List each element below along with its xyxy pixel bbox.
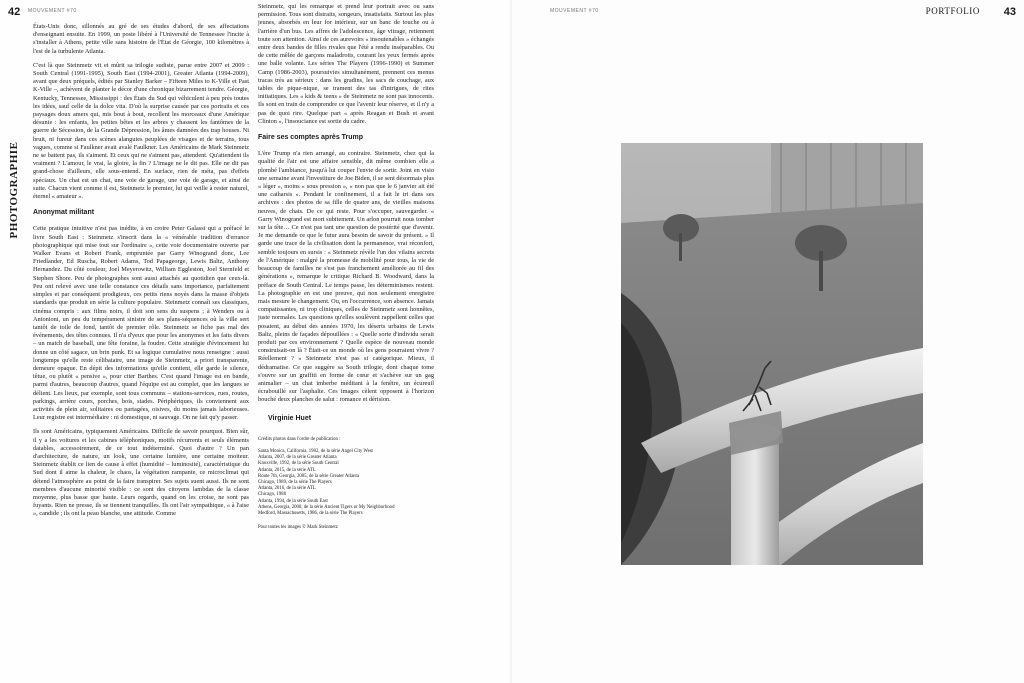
page-number-left: 42 <box>8 6 21 18</box>
magazine-name-left: MOUVEMENT #70 <box>28 8 77 14</box>
subheading: Faire ses comptes après Trump <box>258 134 364 142</box>
page-number-right: 43 <box>1003 6 1016 18</box>
paragraph: Steinmetz, qui les remarque et prend leur portrait avec ou sans permission. Tous sont distraits, songeurs, insatisfaits. Surtout les plus jeunes, absorbés en leur for intérieur, sur un banc de touche ou à l'arrière d'un bus. Les affres de l'adolescence, âge vitrage, retiennent toute son attention. Ainsi de ces aurevoirs « insoutenables » échangés entre deux bandes de filles rivales que l'été a rendu inséparables. Ou de cette mêlée de garçons maladroits, courant les yeux fermés après une balle volante. Les séries The Players (1996-1990) et Summer Camp (1986-2003), poursuivies simultanément, prennent ces menus tracas très au sérieux : dans les gradins, les sacs de couchage, aux tables de pique-nique, se trament des tas d'intrigues, de rites initiatiques. Les « kids & teens » de Steinmetz ne sont pas innocents. Ils sont en train de comprendre ce que l'avenir leur réserve, et il n'y a pas de quoi rire. Quelque part « après Reagan et Bush et avant Clinton », l'insouciance est sortie du cadre. <box>258 3 434 125</box>
credit-line: Chicago, 1988 <box>258 492 286 498</box>
paragraph: Ils sont Américains, typiquement Américains. Difficile de savoir pourquoi. Bien sûr, il y a les voitures et les cabines téléphoniques, motifs récurrents et seuls éléments datables, accessoirement, de ce tout indéterminé. Quoi d'autre ? Un pan d'architecture, de nature, un look, une certaine lumière, une certaine moiteur. Steinmetz établit ce lien de cause à effet (humidité – luminosité), caractéristique du Sud dont il aime la chaleur, le chaos, la végétation rampante, ce microclimat qui détend l'atmosphère au point de la faire transpirer. Ses sujets suent aussi. Ils ne sont membres d'aucune minorité visible : ce sont des citoyens lambdas de la classe moyenne, plus basse que haute. Leurs regards, quand on les croise, ne sont pas fuyants. Rien ne presse, ils se tiennent tranquilles. Ils ont l'air sympathique, « à l'aise », candide ; ils ont la peau blanche, une attitude. Comme <box>33 428 249 518</box>
credit-line: Atlanta, 2007, de la série Greater Atlanta <box>258 455 337 461</box>
section-title-right: PORTFOLIO <box>925 6 980 16</box>
paragraph: États-Unis donc, sillonnés au gré de ses études d'abord, de ses affectations d'enseignant ensuite. En 1999, un poste libéré à l'Université de Tennessee l'incite à s'installer à Athens, petite ville sans histoire de l'État de Géorgie, 100 kilomètres à l'est de la turbulente Atlanta. <box>33 23 249 55</box>
author-signature: Virginie Huet <box>268 414 312 422</box>
credit-line: Medford, Massachusetts, 1986, de la série The Players <box>258 510 363 516</box>
credits-footer: Pour toutes les images © Mark Steinmetz <box>258 525 338 531</box>
photo-praying-mantis <box>621 143 923 565</box>
photo-credits <box>258 437 434 532</box>
credit-line: Atlanta, 2016, de la série ATL <box>258 486 316 492</box>
credit-line: Atlanta, 2015, de la série ATL <box>258 467 316 473</box>
article-column-1 <box>33 23 249 525</box>
credit-line: Chicago, 1989, de la série The Players <box>258 479 332 485</box>
article-column-2 <box>258 3 434 531</box>
paragraph: Cette pratique intuitive n'est pas inédite, à en croire Peter Galassi qui a préfacé le livre South East : Steinmetz s'inscrit dans la « vénérable tradition d'errance photographique qui mise tout sur l'ordinaire », cette voie documentaire ouverte par Walker Evans et Robert Frank, empruntée par Garry Winogrand donc, Lee Friedlander, Ed Ruscha, Robert Adams, Tod Papageorge, Lewis Baltz, Anthony Hernandez. Du côté couleur, Joel Meyerowitz, William Eggleston, Joel Sternfeld et Stephen Shore. Peu de photographes sont aussi attachés au quotidien que ceux-là. Peu ont relevé avec une telle constance ces détails sans importance, parfaitement simples et par conséquent prodigieux, ces petits riens noyés dans la masse d'objets standards que produit en série la culture populaire. Steinmetz connaît ses classiques, cinéma compris : aux films noirs, il doit son sens du suspens ; à Wenders ou à Antonioni, un peu du tempérament sinistre de ses plans-séquences où la ville sert tantôt de toile de fond, tantôt de premier rôle. Steinmetz se fiche pas mal des événements, des têtes connues. Il n'a d'yeux que pour les anonymes et les faits divers – un match de baseball, une fête foraine, la foudre. Cette stratégie d'évincement lui donne un côté sagace, un brin punk. Et sa logique cumulative nous renseigne : aussi longtemps qu'elle reste célibataire, une image de Steinmetz, a priori transparente, demeure opaque. En dépit des informations qu'elle contient, elle garde le silence, têtue, ou plutôt « pensive », pour citer Barthes. C'est quand l'image est en bande, parmi d'autres, beaucoup d'autres, quand l'équipe est au complet, que les langues se délient. Les lieux, par exemple, sont tous communs – stations-services, rues, routes, parkings, arrière cours, porches, bois, stades. Périphériques, ils conviennent aux activités de plein air, solitaires ou partagées, oisives, du moins jamais laborieuses. Leur registre est intermédiaire : ni domestique, ni sauvage. On ne fait qu'y passer. <box>33 225 249 422</box>
section-label-vertical <box>4 135 24 245</box>
photograph <box>621 143 923 565</box>
credit-line: Santa Monica, California, 1982, de la série Angel City West <box>258 448 373 454</box>
paragraph: C'est là que Steinmetz vit et mûrit sa trilogie sudiste, parue entre 2007 et 2009 : South Central (1991-1995), South East (1994-2001), Greater Atlanta (1994-2009), avant que deux préquels, édités par Stanley Barker – Fifteen Miles to K-Ville et Past K-Ville –, achèvent de planter le décor d'une chronique bizarrement tendre. Géorgie, Kentucky, Tennessee, Mississippi : des États du Sud qui véhiculent à peu près toutes les idées, sauf celle de la dolce vita. D'où la surprise causée par ces portraits et ces paysages doux amers qui, mis bout à bout, recollent les morceaux d'une Amérique désunie : les enfants, les petites bêtes et les arbres y chassent les fantômes de la guerre de Sécession, de la Grande Dépression, les âmes damnées des trap houses. Ni bruit, ni fureur dans ces scènes alanguies peuplées de visages et de terrains, tous vagues, comme si Faulkner avait avalé Faulkner. Les Américains de Mark Steinmetz ne se battent pas, ils s'aiment. Et ceux qui ne s'aiment pas, attendent. Qu'attendent ils vraiment ? L'amour, le vrai, la gloire, la fin ? L'image ne le dit pas. Elle ne dit pas grand-chose d'ailleurs, elle sous-entend. En surface, rien de méta, pas d'effets spéciaux. Un chat est un chat, une voie de garage, une voie de garage, et ainsi de suite. Chacun vient comme il est, Steinmetz le premier, lui qui veille à rester naturel, éternel « amateur ». <box>33 61 249 201</box>
credit-line: Atlanta, 1994, de la série South East <box>258 498 328 504</box>
magazine-name-right: MOUVEMENT #70 <box>550 8 599 14</box>
credit-line: Knoxville, 1992, de la série South Central <box>258 461 339 467</box>
paragraph: L'ère Trump n'a rien arrangé, au contraire. Steinmetz, chez qui la qualité de l'air est une affaire sensible, dit même combien elle a plombé l'ambiance, jusqu'à lui couper l'envie de sortir. Joint en visio une semaine avant l'investiture de Joe Biden, il se sent désormais plus « léger », moins « sous pression », « non pas que le 6 janvier ait été une catharsis ». Pendant le confinement, il a fait le tri dans ses archives : des photos de sa fille de quatre ans, de vieilles maisons neuves, de chats. De ce qui reste. Pour s'occuper, sauvegarder. « Garry Winogrand est mort subitement. Un arlon pourrait nous tomber sur la tête… Ce n'est pas tant une question de postérité que d'avenir. Je me demande ce que le futur aura besoin de savoir du présent. » Il garde une trace de la civilisation dont la permanence, vrai réconfort, semble toujours en sursis : « Steinmetz révèle l'un des vilains secrets de l'Amérique : malgré la promesse de mobilité pour tous, la vie de beaucoup de familles ne s'est pas franchement améliorée au fil des générations », remarque le critique Richard B. Woodward, dans la préface de South Central. Le temps passe, les déterminismes restent. La photographie en est une preuve, qui non seulement enregistre mais mesure le changement. Ou, en l'occurrence, son absence. Jamais compatissantes, ni trop cliniques, celles de Steinmetz sont honnêtes, juste normales. Les questions qu'elles soulèvent rappellent celles que posaient, au début des années 1970, les déserts urbains de Lewis Baltz, pleins de façades dépouillées : « Quelle sorte d'individu serait produit par ces environnement ? Quelle espèce de nouveau monde construisait-on là ? Était-ce un monde où les gens pourraient vivre ? Réellement ? » Steinmetz n'est pas si catégorique. Mieux, il dédramatise. Ce que suggère sa South trilogie, dont chaque tome s'ouvre sur un graffiti en forme de cœur et s'achève sur un gag animalier – un chat imberbe méditant à la fenêtre, un écureuil écrabouillé sur l'asphalte. Ces images cèlent opposent à l'horizon bouché deux planches de salut : romance et dérision. <box>258 150 435 404</box>
section-label-text: PHOTOGRAPHIE <box>8 141 20 239</box>
credit-line: Athens, Georgia, 2008, de la série Ancient Tigers or My Neighborhood <box>258 504 395 510</box>
subheading: Anonymat militant <box>33 209 95 217</box>
credit-line: Route 7th, Georgia, 2005, de la série Greater Atlanta <box>258 473 360 479</box>
credits-heading: Crédits photos dans l'ordre de publication : <box>258 436 341 442</box>
